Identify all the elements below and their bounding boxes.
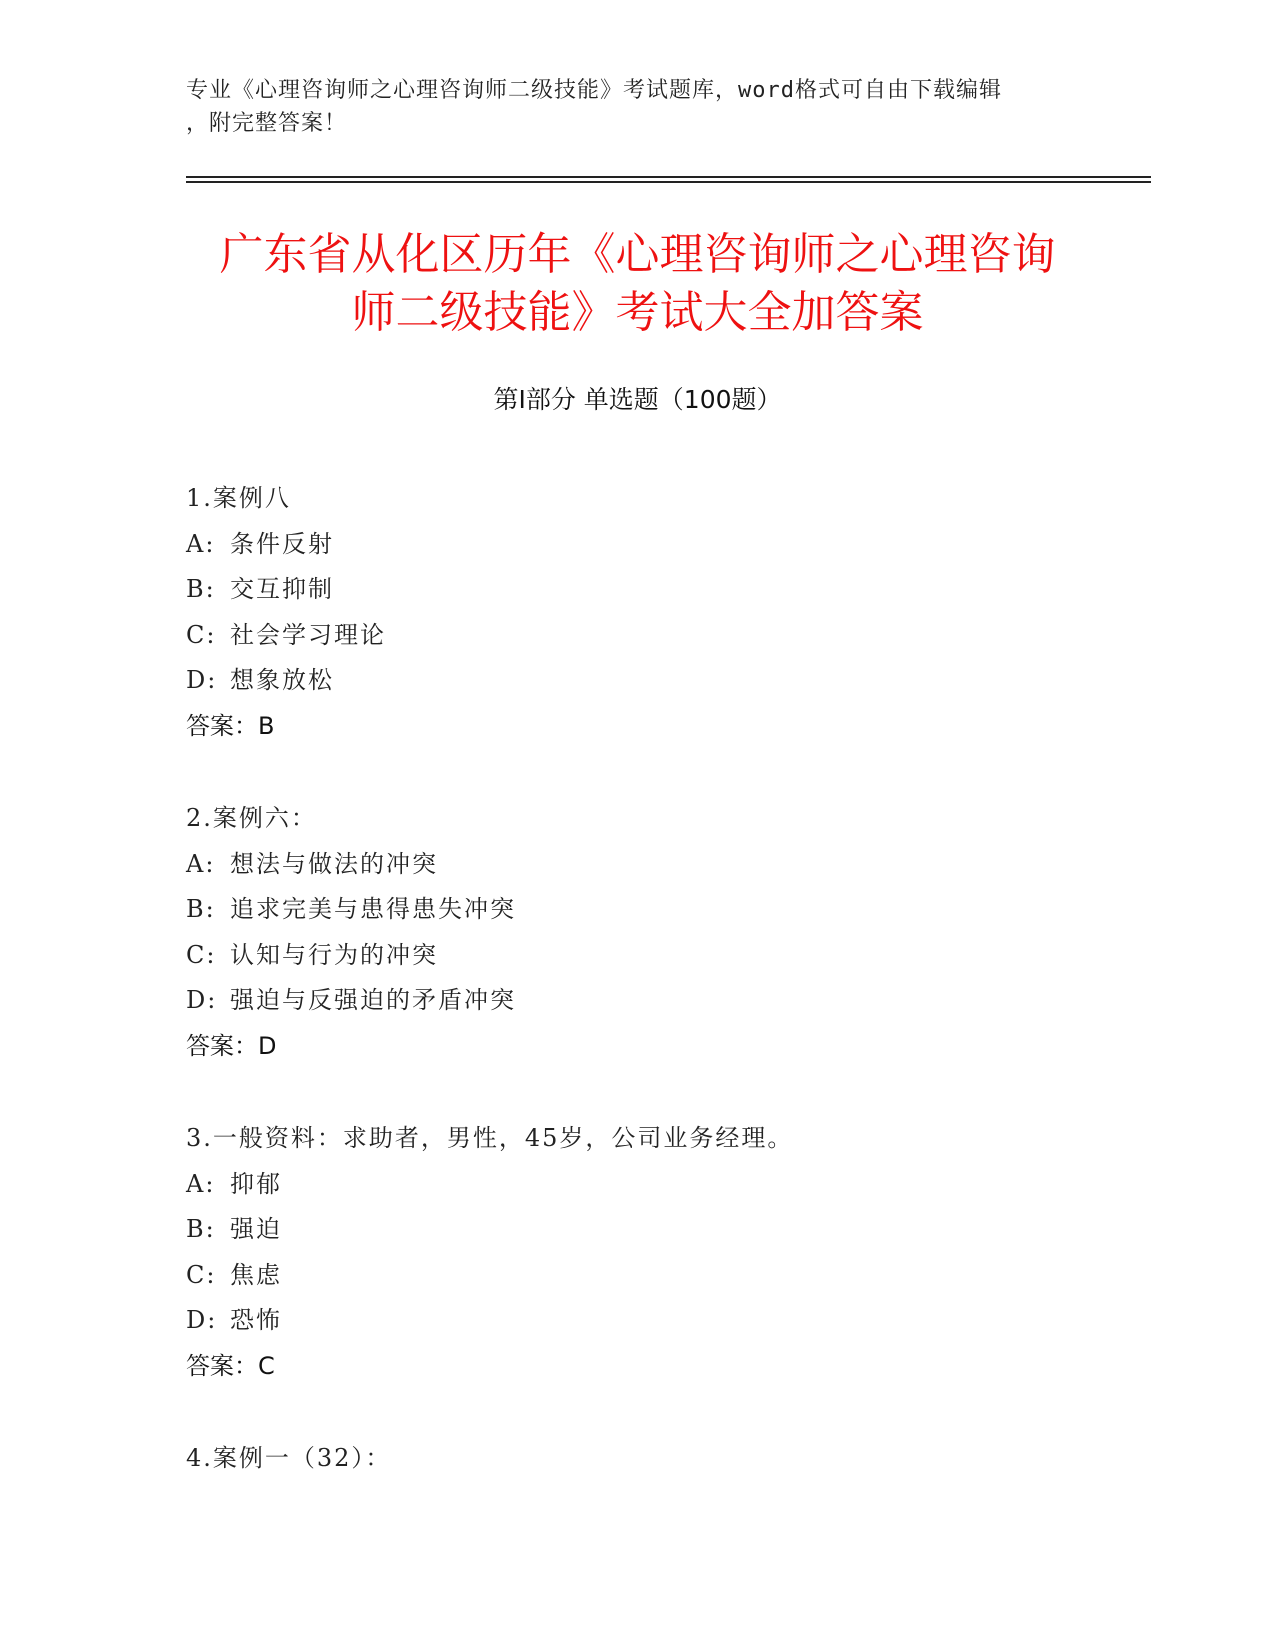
option-text: 认知与行为的冲突 bbox=[230, 940, 438, 969]
option-letter: D: bbox=[186, 1306, 218, 1334]
option-letter: C: bbox=[186, 1260, 217, 1289]
option-letter: B: bbox=[186, 895, 216, 923]
option-b bbox=[186, 887, 1086, 933]
option-text: 强迫 bbox=[230, 1215, 282, 1243]
answer-line: 答案：C bbox=[186, 1351, 275, 1380]
option-a bbox=[186, 522, 1086, 568]
header-divider-bottom bbox=[186, 181, 1151, 183]
option-b bbox=[186, 567, 1086, 613]
option-b bbox=[186, 1207, 1086, 1253]
option-d bbox=[186, 1298, 1086, 1344]
option-c bbox=[186, 1253, 1086, 1299]
option-text: 焦虑 bbox=[230, 1260, 282, 1289]
document-title-line-2: 师二级技能》考试大全加答案 bbox=[351, 287, 924, 338]
option-d bbox=[186, 978, 1086, 1024]
option-letter: C: bbox=[186, 940, 217, 969]
question-3 bbox=[186, 1116, 1086, 1389]
option-a bbox=[186, 842, 1086, 888]
option-text: 想象放松 bbox=[230, 666, 334, 694]
option-letter: D: bbox=[186, 986, 218, 1014]
question-list bbox=[186, 476, 1086, 1529]
option-letter: D: bbox=[186, 666, 218, 694]
option-letter: A: bbox=[186, 1169, 216, 1198]
option-text: 强迫与反强迫的矛盾冲突 bbox=[230, 986, 516, 1014]
header-note-line-1: 专业《心理咨询师之心理咨询师二级技能》考试题库，word格式可自由下载编辑 bbox=[186, 78, 1002, 103]
question-2 bbox=[186, 796, 1086, 1069]
document-title bbox=[150, 226, 1125, 342]
header-note bbox=[186, 74, 1066, 140]
header-note-line-2: ，附完整答案！ bbox=[186, 111, 348, 136]
question-stem: 2.案例六： bbox=[186, 804, 317, 832]
option-letter: C: bbox=[186, 620, 217, 649]
header-divider-top bbox=[186, 176, 1151, 178]
option-a bbox=[186, 1162, 1086, 1208]
option-text: 抑郁 bbox=[230, 1169, 282, 1198]
option-text: 想法与做法的冲突 bbox=[230, 849, 438, 878]
option-letter: A: bbox=[186, 849, 216, 878]
option-c bbox=[186, 613, 1086, 659]
question-stem: 4.案例一（32）： bbox=[186, 1444, 392, 1472]
option-text: 追求完美与患得患失冲突 bbox=[230, 895, 516, 923]
option-letter: A: bbox=[186, 529, 216, 558]
question-stem: 1.案例八 bbox=[186, 484, 291, 512]
option-text: 条件反射 bbox=[230, 529, 334, 558]
question-1 bbox=[186, 476, 1086, 749]
option-letter: B: bbox=[186, 575, 216, 603]
option-text: 恐怖 bbox=[230, 1306, 282, 1334]
option-d bbox=[186, 658, 1086, 704]
answer-line: 答案：B bbox=[186, 711, 275, 740]
question-stem: 3.一般资料：求助者，男性，45岁，公司业务经理。 bbox=[186, 1124, 794, 1152]
answer-line: 答案：D bbox=[186, 1031, 277, 1060]
option-c bbox=[186, 933, 1086, 979]
option-text: 交互抑制 bbox=[230, 575, 334, 603]
option-text: 社会学习理论 bbox=[230, 620, 386, 649]
option-letter: B: bbox=[186, 1215, 216, 1243]
section-title: 第Ⅰ部分 单选题（100题） bbox=[493, 385, 782, 414]
document-title-line-1: 广东省从化区历年《心理咨询师之心理咨询 bbox=[219, 229, 1056, 280]
question-4 bbox=[186, 1436, 1086, 1482]
